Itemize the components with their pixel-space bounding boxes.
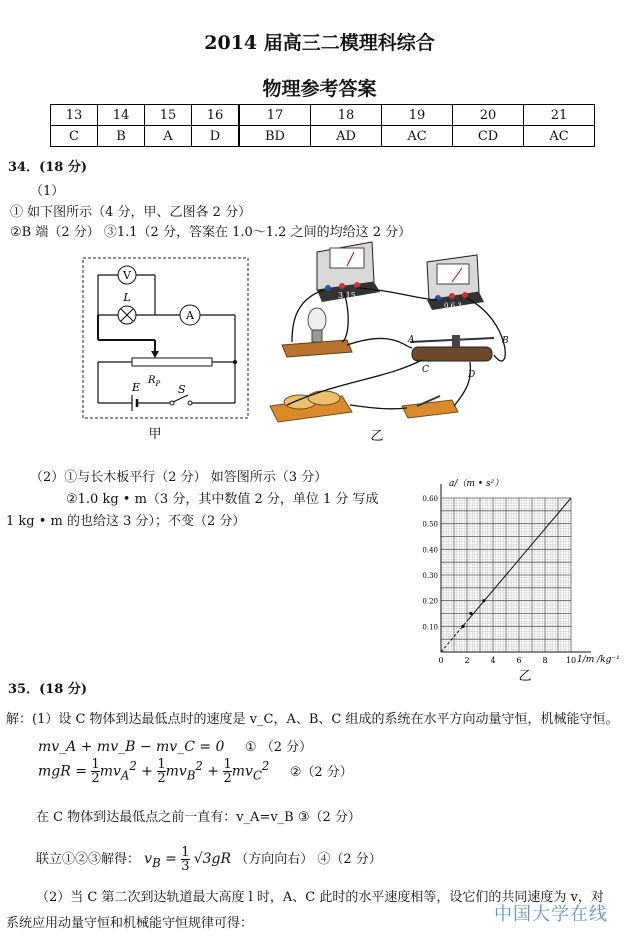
terminal-label-d: D xyxy=(468,370,476,380)
table-cell: AD xyxy=(311,126,382,147)
table-cell: 13 xyxy=(51,105,98,126)
voltmeter-terminals: 3 15 xyxy=(338,291,356,300)
solution-prefix: 联立①②③解得： xyxy=(36,852,141,867)
table-cell: 14 xyxy=(98,105,145,126)
q34-line1: ① 如下图所示（4 分，甲、乙图各 2 分） xyxy=(10,205,252,220)
table-cell: AC xyxy=(382,126,453,147)
x-tick-label: 2 xyxy=(464,656,470,665)
table-cell: A xyxy=(145,126,192,147)
watermark: 中国大学在线 xyxy=(494,904,608,925)
table-cell: C xyxy=(51,126,98,147)
lamp-bulb xyxy=(308,308,326,332)
chart-caption: 乙 xyxy=(518,669,532,684)
table-cell: 21 xyxy=(524,105,595,126)
apparatus-caption: 乙 xyxy=(370,429,384,444)
switch-board xyxy=(402,400,458,418)
eq1-expression: mv_A + mv_B − mv_C = 0 xyxy=(38,739,225,755)
terminal-label-c: C xyxy=(422,365,429,375)
page-subtitle: 物理参考答案 xyxy=(262,78,377,100)
y-tick-label: 0.20 xyxy=(422,597,438,606)
table-cell: 15 xyxy=(145,105,192,126)
table-cell: D xyxy=(192,126,240,147)
rheostat-label: $R_P$ xyxy=(148,375,161,388)
lamp-label: L xyxy=(123,291,131,304)
q35-part2: （2）当 C 第二次到达轨道最大高度 l 时，A、C 此时的水平速度相等，设它们的共同速度为 v，对 xyxy=(36,890,604,905)
table-cell: 16 xyxy=(192,105,240,126)
table-cell: 19 xyxy=(382,105,453,126)
chart-x-label: 1/m /kg⁻¹ xyxy=(577,655,620,665)
table-cell: CD xyxy=(453,126,524,147)
ammeter-terminals: 0.6 3 xyxy=(444,302,462,310)
table-cell: 17 xyxy=(239,105,311,126)
q34-line2: ②B 端（2 分） ③1.1（2 分，答案在 1.0～1.2 之间的均给这 2 分） xyxy=(10,225,412,240)
q34-heading: 34．(18 分) xyxy=(8,160,88,175)
q34-part1: （1） xyxy=(30,184,65,199)
circuit-caption: 甲 xyxy=(148,427,162,442)
dashed-frame xyxy=(83,258,248,418)
terminal-label-b: B xyxy=(502,336,509,346)
eq2-tag: ②（2 分） xyxy=(289,764,353,780)
table-cell: AC xyxy=(524,126,595,147)
eq2-lhs: mgR = xyxy=(38,763,87,780)
chart-y-label: a/（m • s²） xyxy=(449,479,504,489)
data-point xyxy=(469,612,472,615)
q35-intro: 解：(1）设 C 物体到达最低点时的速度是 v_C，A、B、C 组成的系统在水平方向动量守恒，机械能守恒。 xyxy=(6,712,619,727)
y-tick-label: 0.10 xyxy=(422,623,438,632)
x-tick-label: 4 xyxy=(490,656,496,665)
q34-part2-line2: ②1.0 kg • m（3 分，其中数值 2 分，单位 1 分 写成 xyxy=(66,492,379,507)
x-tick-label: 6 xyxy=(516,656,522,665)
q34-part2-line3: 1 kg • m 的也给这 3 分）；不变（2 分） xyxy=(6,514,246,529)
q35-heading: 35．(18 分) xyxy=(8,682,88,697)
data-point xyxy=(482,599,485,602)
x-tick-label: 0 xyxy=(438,656,444,665)
x-tick-label: 10 xyxy=(565,656,577,665)
table-cell: 18 xyxy=(311,105,382,126)
table-cell: B xyxy=(98,126,145,147)
rheostat-coil xyxy=(412,347,492,361)
table-row-numbers xyxy=(51,105,595,126)
lamp-board xyxy=(282,340,352,357)
answer-table xyxy=(50,104,595,147)
q35-eq2: mgR = $\frac{1}{2}$ $mv_A^2$ + $\frac{1}{2}$ $mv_B^2$ + $\frac{1}{2}$ $mv_C^2$ ②（2 分） xyxy=(38,757,353,786)
table-row-answers xyxy=(51,126,595,147)
ammeter-label: A xyxy=(186,309,194,322)
terminal-label-a: A xyxy=(408,335,415,345)
acceleration-chart xyxy=(405,474,620,684)
y-tick-label: 0.30 xyxy=(422,572,438,580)
data-point xyxy=(462,625,465,628)
page-title: 2014 届高三二模理科综合 xyxy=(204,32,435,54)
q35-solution: 联立①②③解得： $v_B$ = $\frac{1}{3}$ √3gR （方向向右） ④（2 分） xyxy=(36,845,382,874)
eq1-tag: ① （2 分） xyxy=(244,740,313,755)
circuit-diagram xyxy=(80,255,255,445)
y-tick-label: 0.60 xyxy=(422,495,438,503)
switch-label: S xyxy=(178,383,186,396)
y-tick-label: 0.40 xyxy=(422,546,438,555)
q35-eq1 xyxy=(38,736,312,755)
rheostat-symbol xyxy=(132,358,212,366)
table-cell: 20 xyxy=(453,105,524,126)
solution-tail: （方向向右） ④（2 分） xyxy=(235,852,382,867)
apparatus-diagram xyxy=(262,230,522,445)
table-cell: BD xyxy=(239,126,311,147)
q34-part2-line1: （2）①与长木板平行（2 分） 如答图所示（3 分） xyxy=(30,470,328,485)
q35-constraint: 在 C 物体到达最低点之前一直有：v_A=v_B ③（2 分） xyxy=(36,810,361,825)
x-tick-label: 8 xyxy=(542,656,548,665)
battery-label: E xyxy=(132,381,141,394)
y-tick-label: 0.50 xyxy=(422,520,438,529)
q35-part2b: 系统应用动量守恒和机械能守恒规律可得： xyxy=(6,916,254,931)
voltmeter-label: V xyxy=(123,269,131,282)
